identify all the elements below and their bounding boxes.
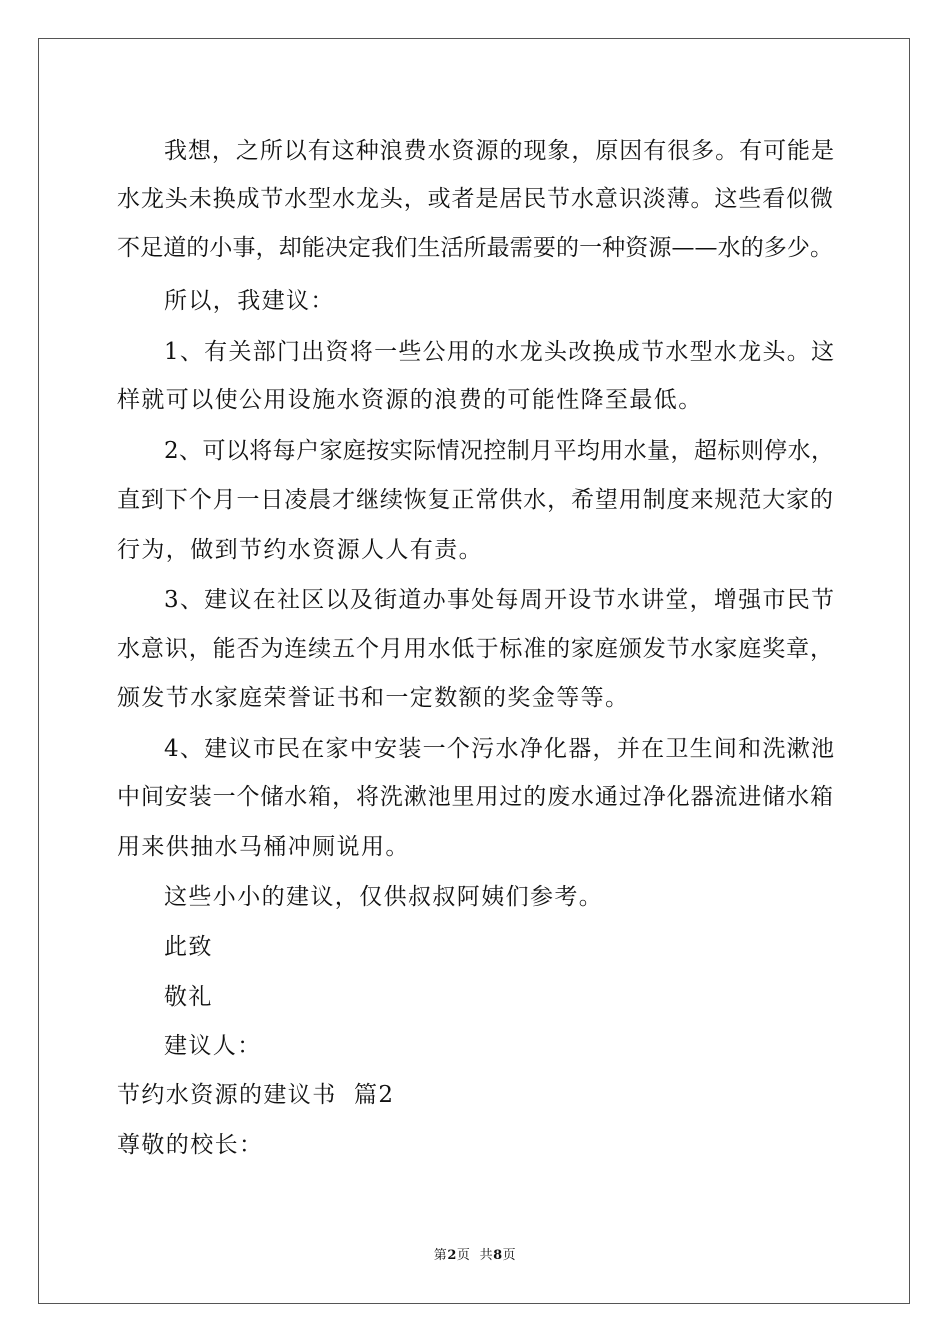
- total-page-count: 8: [493, 1248, 503, 1263]
- footer-middle: 页 共: [456, 1248, 494, 1263]
- paragraph-line: 直到下个月一日凌晨才继续恢复正常供水，希望用制度来规范大家的: [117, 487, 833, 513]
- paragraph-line: 1、有关部门出资将一些公用的水龙头改换成节水型水龙头。这: [164, 339, 834, 365]
- paragraph-line: 3、建议在社区以及街道办事处每周开设节水讲堂，增强市民节: [164, 587, 834, 613]
- salutation-line: 尊敬的校长：: [117, 1132, 264, 1158]
- paragraph-line: 我想，之所以有这种浪费水资源的现象，原因有很多。有可能是: [164, 138, 834, 164]
- closing-line: 敬礼: [164, 984, 213, 1010]
- paragraph-line: 这些小小的建议，仅供叔叔阿姨们参考。: [164, 884, 604, 910]
- page-border: [38, 38, 910, 1304]
- footer-suffix: 页: [502, 1248, 517, 1263]
- section-heading: 节约水资源的建议书 篇2: [117, 1082, 395, 1108]
- paragraph-line: 颁发节水家庭荣誉证书和一定数额的奖金等等。: [117, 685, 630, 711]
- closing-line: 此致: [164, 934, 213, 960]
- paragraph-line: 水意识，能否为连续五个月用水低于标准的家庭颁发节水家庭奖章，: [117, 636, 833, 662]
- paragraph-line: 2、可以将每户家庭按实际情况控制月平均用水量，超标则停水，: [164, 438, 834, 464]
- paragraph-line: 水龙头未换成节水型水龙头，或者是居民节水意识淡薄。这些看似微: [117, 186, 833, 212]
- signature-line: 建议人：: [164, 1033, 262, 1059]
- paragraph-line: 所以，我建议：: [164, 288, 335, 314]
- paragraph-line: 中间安装一个储水箱，将洗漱池里用过的废水通过净化器流进储水箱: [117, 784, 833, 810]
- paragraph-line: 样就可以使公用设施水资源的浪费的可能性降至最低。: [117, 387, 703, 413]
- paragraph-line: 不足道的小事，却能决定我们生活所最需要的一种资源——水的多少。: [117, 235, 833, 261]
- paragraph-line: 用来供抽水马桶冲厕说用。: [117, 834, 410, 860]
- footer-prefix: 第: [433, 1248, 448, 1263]
- page-footer: [0, 1248, 950, 1264]
- paragraph-line: 4、建议市民在家中安装一个污水净化器，并在卫生间和洗漱池: [164, 736, 834, 762]
- paragraph-line: 行为，做到节约水资源人人有责。: [117, 537, 483, 563]
- current-page-number: 2: [447, 1248, 457, 1263]
